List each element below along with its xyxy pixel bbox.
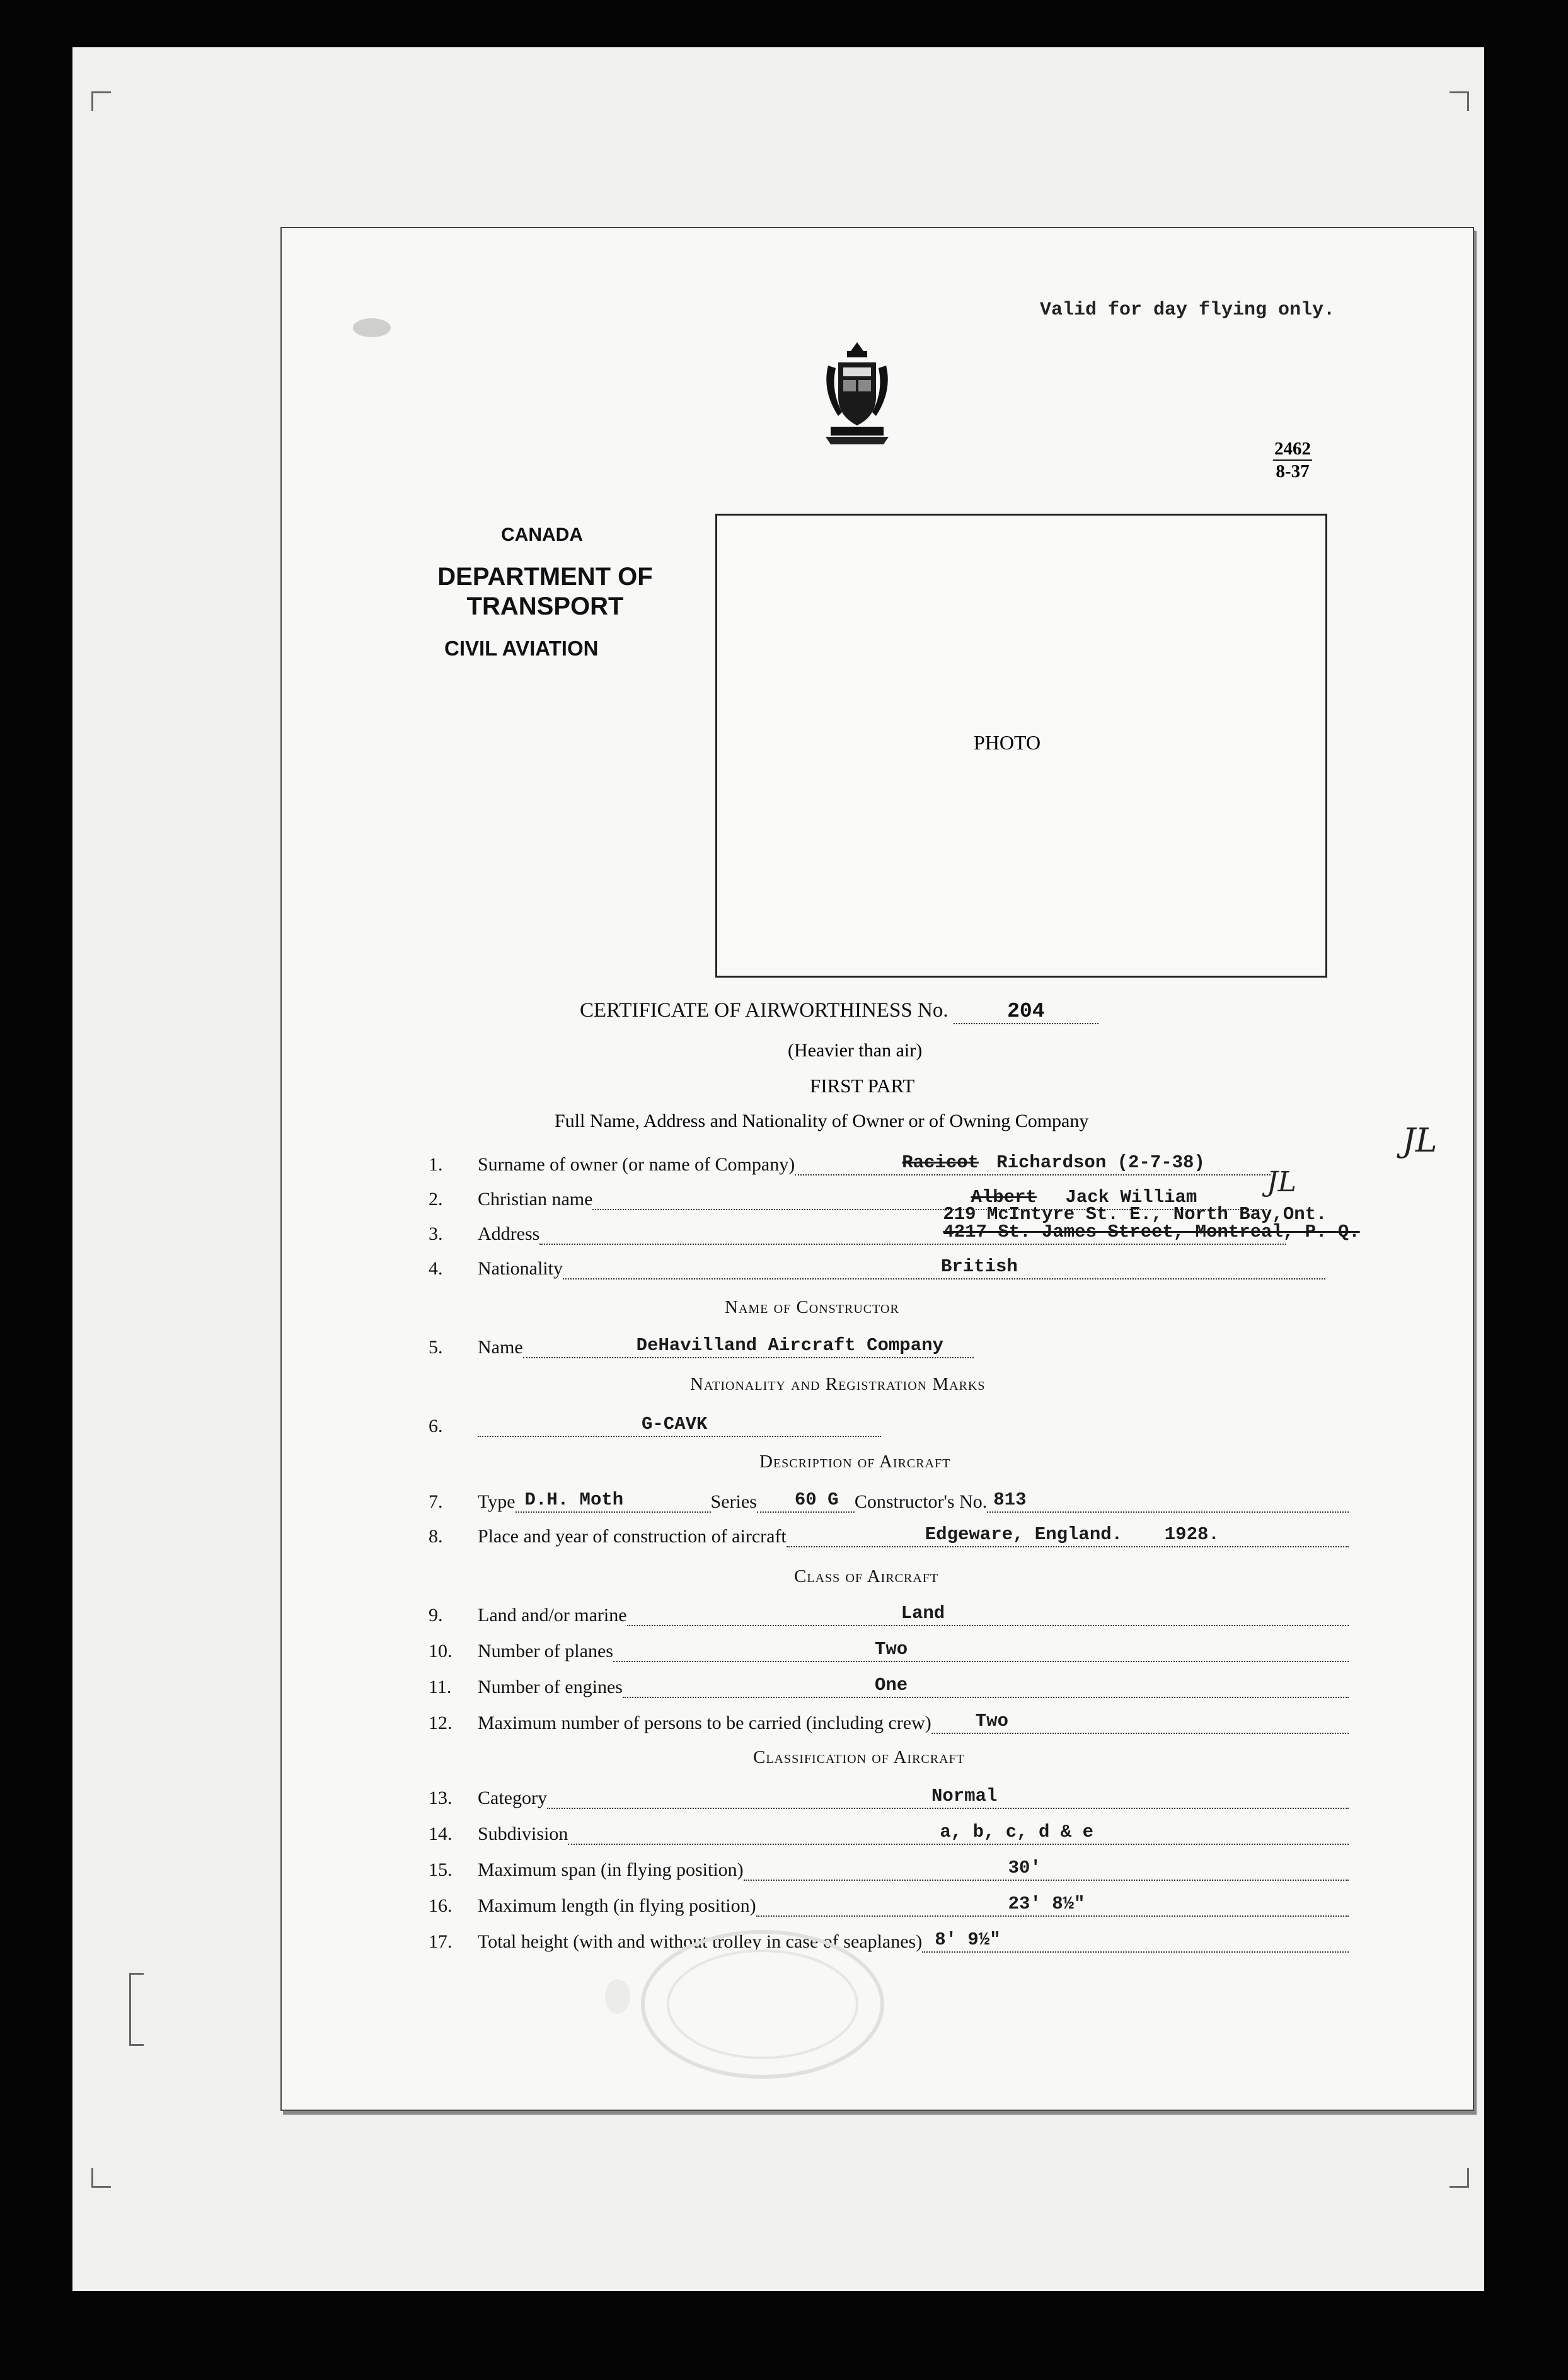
field-address (429, 1204, 1360, 1245)
field-number: 17. (429, 1931, 453, 1952)
field-label: Category (478, 1788, 547, 1808)
section-heading-description: Description of Aircraft (759, 1452, 951, 1472)
field-value-struck: 4217 St. James Street, Montreal, P. Q. (943, 1222, 1360, 1242)
field-label: Surname of owner (or name of Company) (478, 1154, 795, 1175)
field-label-constructor-no: Constructor's No. (854, 1491, 988, 1512)
field-value-series: 60 G (794, 1489, 839, 1510)
field-label: Maximum length (in flying position) (478, 1895, 756, 1916)
field-value: 23' 8½" (1008, 1893, 1085, 1914)
field-label: Address (478, 1223, 540, 1244)
field-type-series-constructor-no (429, 1488, 1349, 1513)
issuer-department (410, 562, 681, 621)
field-value-year: 1928. (1164, 1524, 1219, 1545)
field-value: Normal (931, 1786, 998, 1806)
field-value-type: D.H. Moth (524, 1489, 624, 1510)
owner-heading: Full Name, Address and Nationality of Owner or of Owning Company (555, 1111, 1089, 1131)
field-number-of-engines (429, 1673, 1349, 1698)
field-subdivision (429, 1820, 1349, 1845)
field-label: Nationality (478, 1258, 563, 1279)
field-max-persons (429, 1709, 1349, 1734)
field-place-and-year (429, 1522, 1349, 1547)
field-number: 14. (429, 1823, 453, 1844)
photo-label: PHOTO (974, 731, 1041, 754)
field-value: Land (901, 1603, 945, 1624)
certificate-subtitle: (Heavier than air) (788, 1040, 923, 1061)
field-label: Subdivision (478, 1823, 568, 1844)
issuer-department-line2: TRANSPORT (466, 592, 624, 620)
field-value-new-address: 219 McIntyre St. E., North Bay,Ont. (943, 1204, 1327, 1225)
section-heading-classification: Classification of Aircraft (753, 1747, 965, 1767)
field-value: One (874, 1675, 908, 1695)
field-label: Number of planes (478, 1641, 613, 1661)
field-value: Two (975, 1711, 1008, 1731)
field-value-struck: Albert (971, 1187, 1037, 1208)
field-label: Name (478, 1337, 523, 1358)
field-label: Total height (with and without trolley in case of seaplanes) (478, 1931, 923, 1952)
field-number: 9. (429, 1605, 443, 1626)
form-number (1273, 438, 1312, 482)
validity-note: Valid for day flying only. (1040, 299, 1335, 321)
issuer-department-line1: DEPARTMENT OF (437, 563, 653, 591)
handwritten-initials: JL (1267, 1166, 1296, 1198)
field-number: 4. (429, 1258, 443, 1279)
field-number: 13. (429, 1788, 453, 1808)
certificate-title-text: CERTIFICATE OF AIRWORTHINESS No. (580, 999, 948, 1022)
field-value: Richardson (2-7-38) (996, 1152, 1205, 1173)
field-label-series: Series (710, 1491, 757, 1512)
field-number: 2. (429, 1189, 443, 1210)
certificate-title (580, 999, 1098, 1024)
field-value: British (940, 1256, 1018, 1277)
crop-mark-top-left (91, 91, 111, 111)
field-value: G-CAVK (642, 1414, 708, 1435)
section-heading-constructor: Name of Constructor (725, 1297, 899, 1317)
form-number-bottom: 8-37 (1276, 461, 1310, 482)
field-value: Jack William (1065, 1187, 1197, 1208)
crop-mark-bottom-right (1450, 2168, 1469, 2188)
crop-mark-bottom-left (91, 2168, 111, 2188)
embossed-seal-icon (630, 1922, 895, 2086)
paper-stain (605, 1979, 630, 2014)
field-value-place: Edgeware, England. (925, 1524, 1123, 1545)
section-heading-class: Class of Aircraft (794, 1566, 939, 1586)
certificate-part: FIRST PART (810, 1075, 915, 1097)
field-value: 8' 9½" (935, 1929, 1001, 1950)
form-number-top: 2462 (1273, 438, 1312, 461)
field-nationality (429, 1254, 1349, 1280)
issuer-country: CANADA (501, 524, 583, 545)
field-value-constructor-no: 813 (993, 1489, 1027, 1510)
field-value: Two (874, 1639, 908, 1660)
field-max-span (429, 1856, 1349, 1881)
field-value: 30' (1008, 1857, 1041, 1878)
field-number: 5. (429, 1337, 443, 1358)
field-registration-marks (429, 1412, 1349, 1437)
field-label: Maximum number of persons to be carried (including crew) (478, 1713, 931, 1733)
field-number: 15. (429, 1859, 453, 1880)
field-label: Land and/or marine (478, 1605, 627, 1626)
field-value: DeHavilland Aircraft Company (636, 1335, 943, 1356)
handwritten-initials: JL (1402, 1122, 1438, 1160)
field-number: 10. (429, 1641, 453, 1661)
field-number: 3. (429, 1223, 443, 1244)
crop-mark-left-bracket (129, 1973, 144, 2046)
field-land-marine (429, 1601, 1349, 1626)
issuer-branch: CIVIL AVIATION (444, 637, 599, 660)
coat-of-arms-icon (819, 337, 895, 448)
field-number: 1. (429, 1154, 443, 1175)
field-value: a, b, c, d & e (940, 1822, 1094, 1842)
certificate-number: 204 (1007, 1000, 1045, 1023)
field-number: 7. (429, 1491, 443, 1512)
field-label: Number of engines (478, 1677, 623, 1697)
field-label: Place and year of construction of aircraft (478, 1526, 787, 1547)
section-heading-registration: Nationality and Registration Marks (690, 1374, 986, 1394)
paper-stain (353, 318, 391, 337)
crop-mark-top-right (1450, 91, 1469, 111)
field-max-length (429, 1892, 1349, 1917)
field-number-of-planes (429, 1637, 1349, 1662)
field-number: 12. (429, 1713, 453, 1733)
field-number: 16. (429, 1895, 453, 1916)
field-label: Christian name (478, 1189, 593, 1210)
field-number: 6. (429, 1416, 443, 1436)
field-number: 8. (429, 1526, 443, 1547)
field-label: Maximum span (in flying position) (478, 1859, 744, 1880)
field-value-struck: Racicot (902, 1152, 979, 1173)
field-label: Type (478, 1491, 516, 1512)
field-number: 11. (429, 1677, 452, 1697)
field-constructor-name (429, 1333, 1349, 1358)
field-category (429, 1784, 1349, 1809)
field-surname (429, 1150, 1349, 1176)
